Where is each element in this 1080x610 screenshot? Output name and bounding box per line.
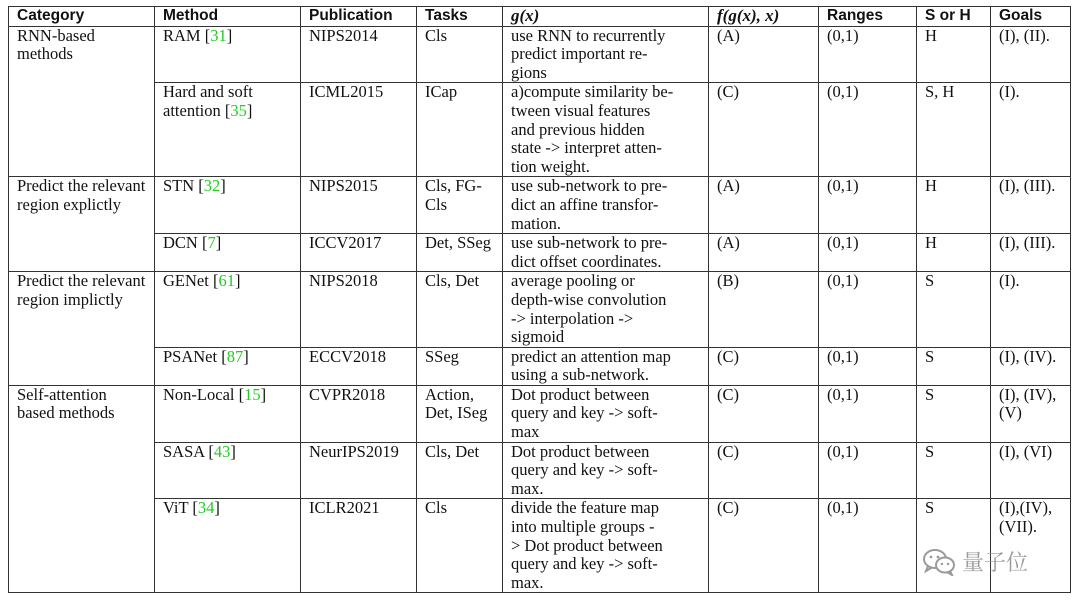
table-row (9, 83, 1071, 177)
f-cell: (A) (709, 177, 819, 234)
goals-cell: (I), (IV). (991, 347, 1071, 385)
header-g: g(x) (503, 7, 709, 27)
citation-link[interactable]: 32 (203, 176, 221, 196)
publication-cell: NIPS2014 (301, 26, 417, 83)
f-cell: (C) (709, 442, 819, 499)
table-row (9, 347, 1071, 385)
header-ranges: Ranges (819, 7, 917, 27)
category-cell: Self-attention based methods (9, 385, 155, 593)
method-cell: ViT [34] (155, 499, 301, 593)
sh-cell: H (917, 177, 991, 234)
goals-cell: (I), (II). (991, 26, 1071, 83)
citation-link[interactable]: 15 (244, 384, 261, 404)
goals-cell: (I), (VI) (991, 442, 1071, 499)
method-cell: STN [32] (155, 177, 301, 234)
citation-link[interactable]: 31 (210, 25, 227, 45)
method-cell: Hard and soft attention [35] (155, 83, 301, 177)
table-row (9, 385, 1071, 442)
goals-cell: (I), (III). (991, 177, 1071, 234)
publication-cell: NeurIPS2019 (301, 442, 417, 499)
f-cell: (C) (709, 347, 819, 385)
citation-link[interactable]: 61 (218, 271, 235, 291)
ranges-cell: (0,1) (819, 442, 917, 499)
g-cell: average pooling or depth-wise convolution -> interpolation -> sigmoid (503, 272, 709, 347)
f-cell: (C) (709, 385, 819, 442)
attention-methods-table (8, 6, 1071, 593)
sh-cell: H (917, 26, 991, 83)
ranges-cell: (0,1) (819, 83, 917, 177)
g-cell: divide the feature map into multiple groups - > Dot product between query and key -> soft- max. (503, 499, 709, 593)
header-method: Method (155, 7, 301, 27)
sh-cell: S (917, 347, 991, 385)
g-cell: Dot product between query and key -> soft- max. (503, 442, 709, 499)
tasks-cell: Cls, Det (417, 442, 503, 499)
ranges-cell: (0,1) (819, 385, 917, 442)
publication-cell: ICLR2021 (301, 499, 417, 593)
table-row (9, 26, 1071, 83)
citation-link[interactable]: 35 (230, 100, 247, 120)
f-cell: (A) (709, 234, 819, 272)
ranges-cell: (0,1) (819, 499, 917, 593)
goals-cell: (I), (III). (991, 234, 1071, 272)
sh-cell: S (917, 499, 991, 593)
table-row (9, 499, 1071, 593)
sh-cell: S (917, 385, 991, 442)
method-cell: SASA [43] (155, 442, 301, 499)
f-cell: (A) (709, 26, 819, 83)
ranges-cell: (0,1) (819, 234, 917, 272)
header-goals: Goals (991, 7, 1071, 27)
method-cell: DCN [7] (155, 234, 301, 272)
g-cell: predict an attention map using a sub-network. (503, 347, 709, 385)
tasks-cell: Cls (417, 499, 503, 593)
sh-cell: S (917, 442, 991, 499)
category-cell: Predict the relevant region explictly (9, 177, 155, 272)
publication-cell: NIPS2018 (301, 272, 417, 347)
citation-link[interactable]: 34 (197, 498, 215, 518)
ranges-cell: (0,1) (819, 177, 917, 234)
category-cell: Predict the relevant region implictly (9, 272, 155, 386)
table-row (9, 442, 1071, 499)
category-cell: RNN-based methods (9, 26, 155, 177)
g-cell: a)compute similarity be- tween visual features and previous hidden state -> interpret atten- tion weight. (503, 83, 709, 177)
goals-cell: (I). (991, 272, 1071, 347)
goals-cell: (I),(IV), (VII). (991, 499, 1071, 593)
g-cell: use sub-network to pre- dict offset coordinates. (503, 234, 709, 272)
sh-cell: S, H (917, 83, 991, 177)
tasks-cell: Det, SSeg (417, 234, 503, 272)
citation-link[interactable]: 43 (213, 441, 231, 461)
sh-cell: S (917, 272, 991, 347)
g-cell: use RNN to recurrently predict important re- gions (503, 26, 709, 83)
table-row (9, 234, 1071, 272)
table-row (9, 177, 1071, 234)
method-cell: PSANet [87] (155, 347, 301, 385)
method-cell: GENet [61] (155, 272, 301, 347)
header-f: f(g(x), x) (709, 7, 819, 27)
wechat-icon (922, 548, 956, 576)
f-cell: (C) (709, 83, 819, 177)
publication-cell: ECCV2018 (301, 347, 417, 385)
method-cell: RAM [31] (155, 26, 301, 83)
publication-cell: CVPR2018 (301, 385, 417, 442)
table-row (9, 272, 1071, 347)
publication-cell: ICML2015 (301, 83, 417, 177)
header-tasks: Tasks (417, 7, 503, 27)
ranges-cell: (0,1) (819, 272, 917, 347)
tasks-cell: Cls (417, 26, 503, 83)
header-row (9, 7, 1071, 27)
tasks-cell: SSeg (417, 347, 503, 385)
sh-cell: H (917, 234, 991, 272)
citation-link[interactable]: 87 (226, 346, 244, 366)
ranges-cell: (0,1) (819, 26, 917, 83)
header-category: Category (9, 7, 155, 27)
header-publication: Publication (301, 7, 417, 27)
tasks-cell: Action, Det, ISeg (417, 385, 503, 442)
publication-cell: ICCV2017 (301, 234, 417, 272)
watermark-text: 量子位 (962, 551, 1029, 576)
citation-link[interactable]: 7 (207, 233, 216, 253)
watermark (922, 546, 1028, 577)
g-cell: Dot product between query and key -> soft- max (503, 385, 709, 442)
g-cell: use sub-network to pre- dict an affine transfor- mation. (503, 177, 709, 234)
tasks-cell: Cls, Det (417, 272, 503, 347)
tasks-cell: Cls, FG-Cls (417, 177, 503, 234)
header-s-or-h: S or H (917, 7, 991, 27)
ranges-cell: (0,1) (819, 347, 917, 385)
tasks-cell: ICap (417, 83, 503, 177)
f-cell: (C) (709, 499, 819, 593)
publication-cell: NIPS2015 (301, 177, 417, 234)
f-cell: (B) (709, 272, 819, 347)
goals-cell: (I). (991, 83, 1071, 177)
goals-cell: (I), (IV), (V) (991, 385, 1071, 442)
method-cell: Non-Local [15] (155, 385, 301, 442)
